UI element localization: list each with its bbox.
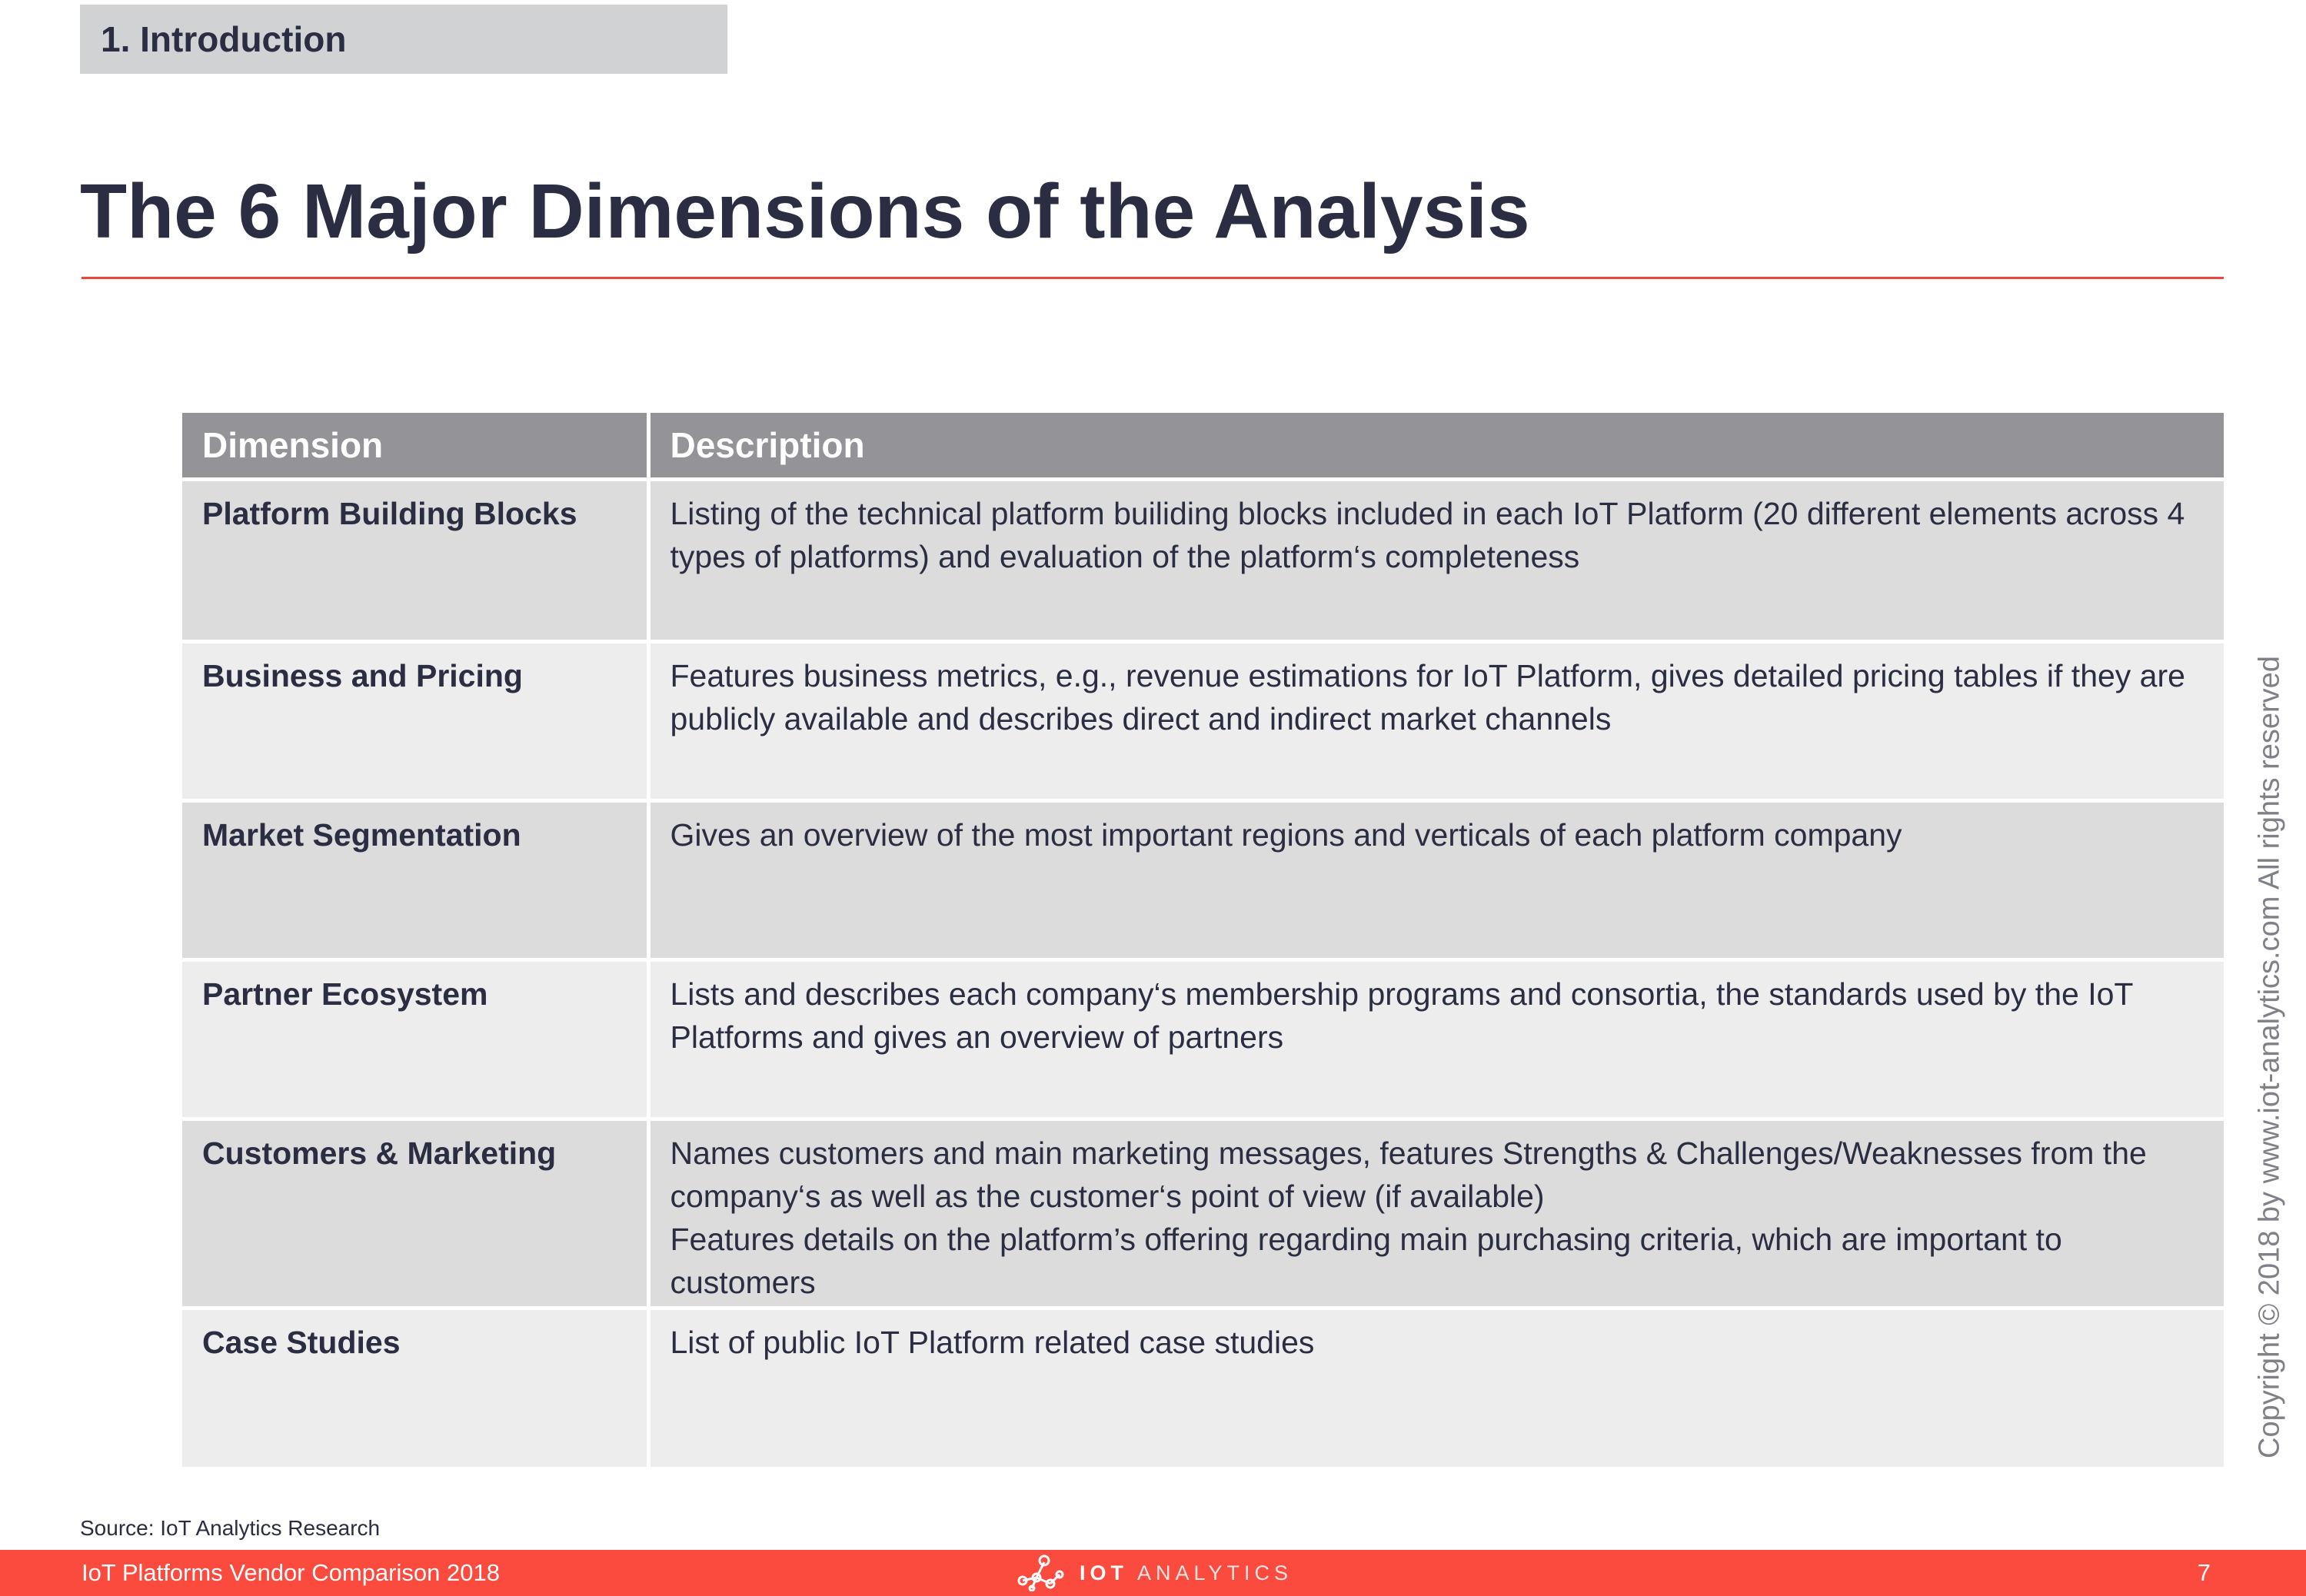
header-dimension: Dimension — [182, 413, 648, 479]
description-cell — [648, 1308, 2224, 1467]
description-text: List of public IoT Platform related case studies — [670, 1324, 1315, 1360]
dimension-cell: Case Studies — [182, 1308, 648, 1467]
dimension-cell: Business and Pricing — [182, 641, 648, 800]
table-row — [182, 800, 2224, 959]
description-text: Names customers and main marketing messages, features Strengths & Challenges/Weaknesses from the company‘s as well as the customer‘s point of view (if available) — [670, 1135, 2147, 1214]
description-text: Lists and describes each company‘s membership programs and consortia, the standards used by the IoT Platforms and gives an overview of partners — [670, 976, 2133, 1055]
description-cell — [648, 959, 2224, 1119]
table-row — [182, 1308, 2224, 1467]
description-text: Features business metrics, e.g., revenue estimations for IoT Platform, gives detailed pricing tables if they are publicly available and describes direct and indirect market channels — [670, 657, 2185, 736]
footer-bar — [0, 1550, 2306, 1596]
logo-text-analytics: ANALYTICS — [1137, 1561, 1293, 1584]
description-cell — [648, 641, 2224, 800]
dimension-cell: Platform Building Blocks — [182, 479, 648, 641]
network-nodes-icon — [1013, 1551, 1067, 1595]
source-note: Source: IoT Analytics Research — [80, 1516, 381, 1540]
section-tag — [80, 5, 727, 74]
description-text: Features details on the platform’s offering regarding main purchasing criteria, which are important to customers — [670, 1221, 2062, 1300]
copyright-notice: Copyright © 2018 by www.iot-analytics.com All rights reserved — [2253, 656, 2286, 1458]
page-number: 7 — [2197, 1559, 2211, 1586]
description-cell — [648, 800, 2224, 959]
description-cell — [648, 479, 2224, 641]
dimension-cell: Customers & Marketing — [182, 1119, 648, 1308]
header-description: Description — [648, 413, 2224, 479]
section-tag-label: 1. Introduction — [101, 19, 347, 59]
description-text: Listing of the technical platform builiding blocks included in each IoT Platform (20 different elements across 4 types of platforms) and evaluation of the platform‘s completeness — [670, 495, 2185, 574]
table-row — [182, 641, 2224, 800]
table-header-row — [182, 413, 2224, 479]
description-text: Gives an overview of the most important regions and verticals of each platform company — [670, 816, 1902, 853]
page-title: The 6 Major Dimensions of the Analysis — [80, 168, 1530, 254]
logo-text-iot: IOT — [1080, 1561, 1128, 1584]
table-row — [182, 479, 2224, 641]
dimensions-table — [182, 413, 2224, 1467]
table-row — [182, 1119, 2224, 1308]
dimension-cell: Partner Ecosystem — [182, 959, 648, 1119]
dimension-cell: Market Segmentation — [182, 800, 648, 959]
description-cell — [648, 1119, 2224, 1308]
title-divider — [82, 277, 2224, 279]
logo-wordmark — [1080, 1561, 1293, 1585]
footer-logo — [1013, 1550, 1293, 1596]
table-row — [182, 959, 2224, 1119]
footer-document-title: IoT Platforms Vendor Comparison 2018 — [82, 1559, 500, 1586]
